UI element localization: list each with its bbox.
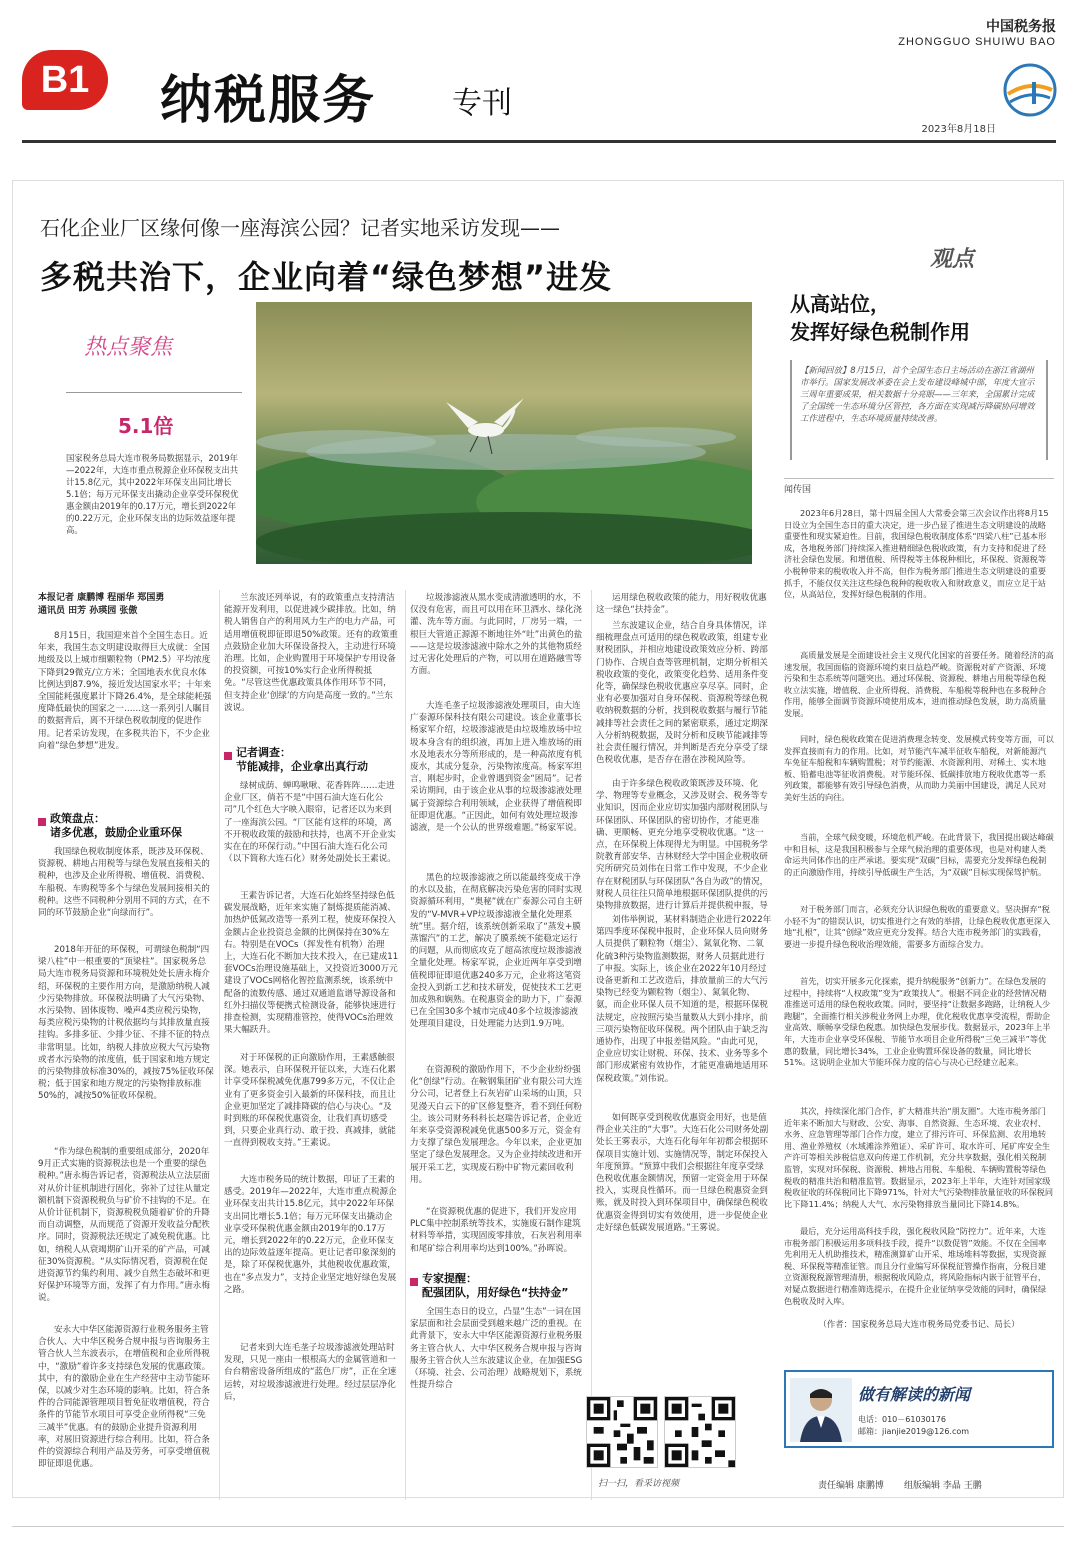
sidebar-title: 从高站位， 发挥好绿色税制作用 [790, 292, 970, 344]
column-label: 观点 [930, 247, 975, 272]
sidebar-byline: 闻传国 [784, 485, 812, 495]
column-divider [219, 590, 220, 1500]
article-paragraph: “作为绿色税制的重要组成部分，2020年9月正式实施的资源税法也是一个重要的绿色税种。”唐永梅告诉记者，资源税法从立法层面对从价计征机制进行固化，弥补了过往从量定额机制下资源税税负与矿价不挂钩的不足。在从价计征机制下，资源税税负随着矿价的升降而自动调整，从而规范了资源开发收益分配秩序。同时，资源税法还规定了减免税优惠。比如，纳税人从衰竭期矿山开采的矿产品，可减征30%资源税。“从实际情况看，资源税在促进资源节约集约利用、减少自然生态破坏和更好保护环境等方面，发挥了有力作用。”唐永梅说。 [38, 1147, 211, 1304]
paper-logo-icon [1002, 62, 1058, 118]
article-paragraph: 黑色的垃圾渗滤液之所以能最终变成干净的水以及盐，在彻底解决污染危害的同时实现资源循环利用，“奥秘”就在广泰源公司自主研发的“V-MVR+VP垃圾渗滤液全量化处理系统”里。据介绍，该系统创新采取了“蒸发+膜蒸馏汽”的工艺，解决了膜系统不能稳定运行的问题，从而彻底攻克了超高浓度垃圾渗滤液全量化处理。杨家军说，企业近两年享受到增值税即征即退优惠240多万元，企业将这笔资金投入到新工艺和技术研发，促使技术工艺更加成熟和娴熟。在税惠资金的助力下，广泰源已在全国30多个城市完成40多个垃圾渗滤液处理项目建设，日处理能力达到1.9万吨。 [410, 873, 583, 1030]
paper-name: 中国税务报 [986, 19, 1056, 35]
article-paragraph: 刘伟举例说，某材料制造企业进行2022年第四季度环保税申报时，企业环保人员向财务人员提供了颗粒物（烟尘）、氮氧化物、二氧化硫3种污染物监测数据，财务人员据此进行了申报。实际上，该企业在2022年10月经过设备更新和工艺改造后，排放量前三的大气污染物已经变为颗粒物（烟尘）、氮氧化物、氨，而企业环保人员不知道的是，根据环保税法规定，应按照污染当量数从大到小排序，前三项污染物征收环保税。两个团队由于缺乏沟通协作，出现了申报差错风险。“由此可见，企业应切实让财税、环保、技术、业务等多个部门形成紧密有效协作，才能更准确地适用环保税政策。”刘伟说。 [596, 915, 772, 1084]
promo-phone: 电话：010－61030176 [858, 1415, 946, 1424]
paper-pinyin: ZHONGGUO SHUIWU BAO [898, 36, 1056, 48]
focus-text: 国家税务总局大连市税务局数据显示，2019年—2022年，大连市重点税源企业环保税支出共计15.8亿元，其中2022年环保支出同比增长5.1倍；每万元环保支出撬动企业享受环保税优惠金额由2019年的0.17万元，增长到2022年的0.22万元，企业环保支出的边际效益逐年提高。 [66, 453, 239, 535]
article-paragraph: 运用绿色税收政策的能力，用好税收优惠这一绿色“扶持金”。 [596, 593, 767, 616]
article-paragraph: 大连毛垄子垃圾渗滤液处理项目，由大连广泰源环保科技有限公司建设。该企业董事长杨家军介绍，垃圾渗滤液是由垃圾堆放场中垃圾本身含有的组织液，再加上进入堆放场的雨水及地表水分等所形成的，是一种高浓度有机废水，其成分复杂，污染物浓度高。杨家军坦言，刚起步时，企业曾遇到资金“困局”。记者采访期间，由于该企业从事的垃圾渗滤液处理属于资源综合利用领域，企业获得了增值税即征即退优惠。“正因此，如何有效处理垃圾渗滤液，是一个公认的世界级难题。”杨家军说。 [410, 701, 583, 834]
sidebar-divider [784, 478, 1054, 479]
article-paragraph: 8月15日，我国迎来首个全国生态日。近年来，我国生态文明建设取得巨大成就：全国地级及以上城市细颗粒物（PM2.5）平均浓度下降到29微克/立方米；全国地表水优良水体比例达到87.9%，接近发达国家水平；十年来全国能耗强度累计下降26.4%，是全球能耗强度降低最快的国家之一……这一系列引人瞩目的数据背后，离不开绿色税收制度的促进作用。记者采访发现，在多税共治下，不少企业向着“绿色梦想”进发。 [38, 631, 212, 751]
article-paragraph: 安永大中华区能源资源行业税务服务主管合伙人、大中华区税务合规申报与咨询服务主管合伙人兰东波表示，在增值税和企业所得税中，“激励”着许多支持绿色发展的优惠政策。其中，有的激励企业在生产经营中主动节能环保，以减少对生态环境的影响。比如，符合条件的合同能源管理项目暂免征收增值税，符合条件的节能节水项目可享受企业所得税“三免三减半”优惠。有的鼓励企业提升资源利用率，对展旧资源进行综合利用。比如，符合条件的资源综合利用产品及劳务，可享受增值税即征即退优惠。 [38, 1325, 211, 1470]
qr-code-icon[interactable] [586, 1396, 658, 1468]
masthead-divider [22, 140, 1056, 143]
focus-label: 热点聚焦 [84, 335, 173, 360]
news-recap-bracket [1046, 360, 1048, 460]
sidebar-paragraph: 当前，全球气候变暖，环境危机严峻。在此背景下，我国提出碳达峰碳中和目标，这是我国积极参与全球气候治理的重要体现，也是对构建人类命运共同体作出的庄严承诺。要实现“双碳”目标，需要充分发挥绿色税制的正向激励作用，持续引导低碳生产生活，为“双碳”目标实现保驾护航。 [784, 832, 1054, 877]
page-subtitle: 专刊 [452, 86, 512, 121]
responsible-editor: 责任编辑 康鹏博 [818, 1481, 884, 1491]
article-headline: 多税共治下，企业向着“绿色梦想”进发 [40, 258, 613, 296]
promo-title: 做有解读的新闻 [858, 1385, 971, 1404]
sidebar-paragraph: 其次，持续深化部门合作，扩大精准共治“朋友圈”。大连市税务部门近年来不断加大与财政、公安、海事、自然资源、生态环境、农业农村、水务、应急管理等部门合作力度，建立了排污许可、环保监测、农用地转用、渔业养殖权（水域滩涂养殖证）、采矿许可、取水许可、尾矿库安全生产许可等相关涉税信息双向传递工作机制，充分共享数据，强化相关税制监管，实现对环保税、资源税、耕地占用税、车船税、车辆购置税等绿色税收的精准共治和精准监管。数据显示，2023年上半年，大连针对国家级税收征收的环保税同比下降971%，针对大气污染物排放量征收的环保税同比下降11.4%；纳税人大气、水污染物排放当量同比下降14.8%。 [784, 1106, 1054, 1209]
article-paragraph: 由于许多绿色税收政策既涉及环境、化学、物理等专业概念，又涉及财会、税务等专业知识，因而企业应切实加强内部财税团队与环保团队、环保团队的密切协作，才能更准确、更顺畅、更充分地享受税收优惠。“这一点，在环保税上体现得尤为明显。中国税务学院教育部安华、吉林财经大学中国企业税收研究所研究员刘伟在日常工作中发现，不少企业存在财税团队与环保团队“各自为政”的情况，财税人员往往只简单地根据环保团队提供的污染物排放数据，进行计算后并提供税申报，导 [596, 779, 769, 912]
article-paragraph: 全国生态日的设立，凸显“生态”一词在国家层面和社会层面受到越来越广泛的重视。在此背景下，安永大中华区能源资源行业税务服务主管合伙人、大中华区税务合规申报与咨询服务主管合伙人兰东波建议企业，在加强ESG（环境、社会、公司治理）战略规划下，系统性提升综合 [410, 1307, 583, 1391]
author-note: （作者：国家税务总局大连市税务局党委书记、局长） [818, 1319, 1020, 1329]
sidebar-paragraph: 对于税务部门而言，必须充分认识绿色税收的重要意义。坚决摒弃“税小轻不为”的错误认识，切实推进行之有效的举措，让绿色税收优惠更深入地“扎根”，让其“创绿”效应更充分发挥。结合大连市税务部门的实践看，要进一步提升绿色税收治理效能，需要多方面综合发力。 [784, 904, 1051, 949]
article-paragraph: “在资源税优惠的促进下，我们开发应用PLC集中控制系统等技术，实施废石制作建筑材料等举措，实现固废零排放，石灰岩利用率和尾矿综合利用率均达到100%。”孙晖说。 [410, 1207, 582, 1254]
section-badge: B1 [22, 50, 108, 110]
sidebar-paragraph: 高质量发展是全面建设社会主义现代化国家的首要任务。随着经济的高速发展，我国面临的资源环境约束日益趋严峻。资源税对矿产资源、环境污染和生态系统等问题突出。通过环保税、资源税、耕地占用税等绿色税收立法实施，增值税、企业所得税、消费税、车船税等税种也在多税种合作用，能够全面调节资源环境使用成本，进而推动绿色发展，助力高质量发展。 [784, 650, 1054, 718]
sidebar-paragraph: 最后，充分运用高科技手段，强化税收风险“防控力”。近年来，大连市税务部门积极运用多项科技手段，提升“以数促管”效能。不仅在全国率先利用无人机助推技术，精准测算矿山开采、堆场堆料等数据，实现资源税、环保税等精准征管。而且分行业编写环保税征管操作指南，分税目建立资源税税源管理清册，根据税收风险点，将风险指标内嵌于征管平台，对疑点数据进行精准筛选提示，在提升企业征纳享受效能的同时，确保绿色税收及时入库。 [784, 1226, 1047, 1306]
article-paragraph: 2018年开征的环保税，可谓绿色税制“四梁八柱”中一根重要的“顶梁柱”。国家税务总局大连市税务局资源和环境税处处长唐永梅介绍，环保税的主要作用方向，是激励纳税人减少污染物排放。环保税法明确了大气污染物、水污染物、固体废物、噪声4类应税污染物，每类应税污染物的计税依据均与其排放量直接挂钩。多排多征、少排少征、不排不征的特点非常明显。比如，纳税人排放应税大气污染物或者水污染物的浓度值，低于国家和地方规定的污染物排放标准30%的，减按75%征收环保税；低于国家和地方规定的污染物排放标准50%的，减按50%征收环保税。 [38, 945, 214, 1102]
wetland-egret-photo [256, 302, 752, 564]
sidebar-paragraph: 2023年6月28日，第十四届全国人大常委会第三次会议作出将8月15日设立为全国生态日的重大决定，进一步凸显了推进生态文明建设的战略重要性和现实紧迫性。目前，我国绿色税收制度体系“四梁八柱”已基本形成，各地税务部门持续深入推进精细绿色税收政策，有力支持和促进了经济社会绿色发展。和增值税、所得税等主体税种相比，环保税、资源税等小税种带来的税收收入并不高，但作为税务部门推进生态文明建设的重要抓手，不能仅仅关注这些绿色税种的税收收入和财政意义，而应立足于站位，从高站位，发挥好绿色税制的作用。 [784, 508, 1049, 600]
article-paragraph: 垃圾渗滤液从黑水变成清澈透明的水，不仅没有危害，而且可以用在环卫洒水、绿化浇灌、洗车等方面。与此同时，厂房另一端，一根巨大管道正源源不断地往外“吐”出黄色的盐——这是垃圾渗滤液中除水之外的其他物质经过无害化处理后的产物，可以用在道路融雪等方面。 [410, 593, 583, 677]
sidebar-paragraph: 首先，切实开展多元化探索，提升纳税服务“创新力”。在绿色发展的过程中，持续将“人权政策”变为“政策找人”。根据不同企业的经营情况精准推送可适用的绿色税收政策。同时，要坚持“让数据多跑路，让纳税人少跑腿”，全面推行相关涉税业务网上办理，优化税收优惠享受流程，帮助企业高效、顺畅享受绿色税惠。加快绿色发展步伐。数据显示，2023年上半年，大连市企业享受环保税、节能节水项目企业所得税“三免三减半”等优惠的数量，同比增长34%，工业企业购置环保设备的数量，同比增长51%。这说明企业加大节能环保力度的信心与决心已经建立起来。 [784, 976, 1051, 1068]
article-paragraph: 我国绿色税收制度体系，既涉及环保税、资源税、耕地占用税等与绿色发展直接相关的税种，也涉及企业所得税、增值税、消费税、车船税、车购税等多个与绿色发展间接相关的税种。这些不同税种分别用不同的方式，在不同的环节鼓励企业“向绿而行”。 [38, 847, 210, 919]
bottom-divider [12, 1526, 1064, 1527]
article-paragraph: 王素告诉记者，大连石化始终坚持绿色低碳发展战略，近年来实施了制炼提质能消减、加热炉低氮改造等一系列工程，使废环保投入金额占企业投资总金额的比例保持在30%左右。特别是在VOCs（挥发性有机物）治理上，大连石化不断加大技术投入，在已建成11套VOCs治理设施基础上，又投资近3000万元建设了VOCs网格化智控监测系统，该系统中配备的流数传感、通过双通道监谱导源设备和红外扫描仪等便携式检测设备，能够快速进行排查检测，实现精准管控，使得VOCs治理效果大幅跃升。 [224, 891, 399, 1036]
qr-code-icon[interactable] [664, 1396, 736, 1468]
subhead-marker-icon [38, 818, 46, 826]
issue-date: 2023年8月18日 [921, 124, 996, 135]
article-paragraph: 大连市税务局的统计数据，印证了王素的感受。2019年—2022年，大连市重点税源企业环保支出共计15.8亿元，其中2022年环保支出同比增长5.1倍；每万元环保支出撬动企业享受环保税优惠金额由2019年的0.17万元，增长到2022年的0.22万元，企业环保支出的边际效益逐年提高。更让记者印象深刻的是，除了环保税优惠外，其他税收优惠政策，也在“多点发力”，支持企业坚定地好绿色发展之路。 [224, 1175, 397, 1295]
article-paragraph: 如何既享受到税收优惠资金用好，也是值得企业关注的“大事”。大连石化公司财务处副处长王雾表示，大连石化每年年初都会根据环保项目实施计划、实施情况等，制定环保投入年度预算。“预算中我们会根据往年度享受绿色税收优惠金额情况，预留一定资金用于环保投入，实现良性循环。而一旦绿色税惠资金到账，就及时投入到环保项目中，确保绿色税收优惠资金得到切实有效使用，进一步促使企业走好绿色低碳发展道路。”王雾说。 [596, 1113, 769, 1233]
article-paragraph: 兰东波还列举说，有的政策重点支持清洁能源开发利用，以促进减少碳排放。比如，纳税人销售自产的利用风力生产的电力产品，可适用增值税即征即退50%政策。还有的政策重点鼓励企业加大环保设备投入，主动进行环境治理。比如，企业购置用于环境保护专用设备的投资额，可按10%实行企业所得税抵免。“尽管这些优惠政策具体作用环节不同，但支持企业‘创绿’的方向是高度一致的。”兰东波说。 [224, 593, 398, 713]
subhead-marker-icon [224, 752, 232, 760]
article-paragraph: 记者来到大连毛垄子垃圾渗滤液处理站时发现，只见一座由一根根高大的金属管道和一台台精密设备所组成的“蓝色厂房”，正在全速运转，对垃圾渗滤液进行处理。经过层层净化后， [224, 1343, 397, 1402]
qr-caption: 扫一扫，看采访视频 [598, 1479, 680, 1489]
article-paragraph: 兰东波建议企业，结合自身具体情况，详细梳理盘点可适用的绿色税收政策，组建专业财税团队，并相应地建设政策效应分析、跨部门协作、合规自查等管理机制，定期分析相关税收政策的变化，政策变化趋势、适用条件变化等，确保绿色税收优惠应享尽享。同时，企业有必要加强对自身环保税、资源税等绿色税收纳税数据的分析，找到税收数据与履行节能减排等社会责任之间的紧密联系，通过定期深入分析纳税数据，及时分析和反映节能减排等社会责任履行情况，并判断是否充分享受了绿色税收优惠，是否存在潜在涉税风险等。 [596, 621, 768, 766]
news-recap: 【新闻回放】8月15日，首个全国生态日主场活动在浙江省湖州市举行。国家发展改革委在会上发布建设峰城中部，年度大宣示三周年重要成果，相关数据十分亮眼——三年来，全国累计完成了全国统一生态环境分区管控，各方面在实现减污降碳协同增效工作进程中，生态环境质量持续改善。 [790, 360, 1050, 460]
reporter-portrait [790, 1378, 852, 1442]
article-paragraph: 在资源税的激励作用下，不少企业纷纷强化“创绿”行动。在鞍钢集团矿业有限公司大连分公司，记者登上石灰岩矿山采场的山顶，只见漫天白云下的矿区修复整齐，看不到任何粉尘。该公司财务科科长赵瑞告诉记者，企业近年来享受资源税减免优惠500多万元，资金有力支撑了绿色发展理念。今年以来，企业更加坚定了绿色发展理念。又为企业持续改进和开展开采工艺，实现废石粉中矿物元素回收利用。 [410, 1065, 583, 1185]
layout-editor: 组版编辑 李晶 王鹏 [904, 1481, 982, 1491]
focus-number: 5.1倍 [118, 414, 174, 438]
reporter-credits: 本报记者 康鹏博 程丽华 郑国勇 通讯员 田芳 孙瑛园 张傲 [38, 593, 165, 616]
subhead: 政策盘点： 诸多优惠，鼓励企业重环保 [50, 812, 182, 839]
article-paragraph: 绿树成荫、蝉鸣啾啾、花香阵阵……走进企业厂区，倘若不是“中国石油大连石化公司”几个红色大字映入眼帘，记者还以为来到了一座海滨公园。“厂区能有这样的环境，离不开税收政策的鼓励和扶持，也离不开企业实实在在的环保行动。”中国石油大连石化公司（以下简称大连石化）财务处副处长王素说。 [224, 781, 396, 865]
subhead: 专家提醒： 配强团队，用好绿色“扶持金” [422, 1272, 569, 1299]
column-divider [405, 590, 406, 1500]
page-title: 纳税服务 [160, 71, 377, 131]
sidebar-paragraph: 同时，绿色税收政策在促进消费理念转变、发展模式转变等方面，可以发挥直接而有力的作用。比如，对节能汽车减半征收车船税，对新能源汽车免征车船税和车辆购置税；对节约能源、水资源利用、对稀土、实木地板、铅蓄电池等征收消费税。对节能环保、低碳排放地方税收优惠等一系列政策，都能够有效引导绿色消费，从而助力美丽中国建设，满足人民对美好生活的向往。 [784, 734, 1054, 802]
promo-email: 邮箱：jianjie2019@126.com [858, 1427, 970, 1436]
article-kicker: 石化企业厂区缘何像一座海滨公园？记者实地采访发现—— [40, 216, 560, 240]
subhead: 记者调查： 节能减排，企业拿出真行动 [236, 746, 368, 773]
article-paragraph: 对于环保税的正向激励作用，王素感触很深。她表示，自环保税开征以来，大连石化累计享受环保税减免优惠799多万元，不仅让企业有了更多资金引入最新的环保科技，而且让企业更加坚定了减排降碳的信心与决心。“及时到账的环保税优惠资金，让我们真切感受到，只要企业真行动、敢于投、真减排，就能一直得到税收支持。”王素说。 [224, 1053, 396, 1149]
subhead-marker-icon [410, 1278, 418, 1286]
focus-divider [66, 392, 242, 393]
column-divider [591, 590, 592, 1500]
